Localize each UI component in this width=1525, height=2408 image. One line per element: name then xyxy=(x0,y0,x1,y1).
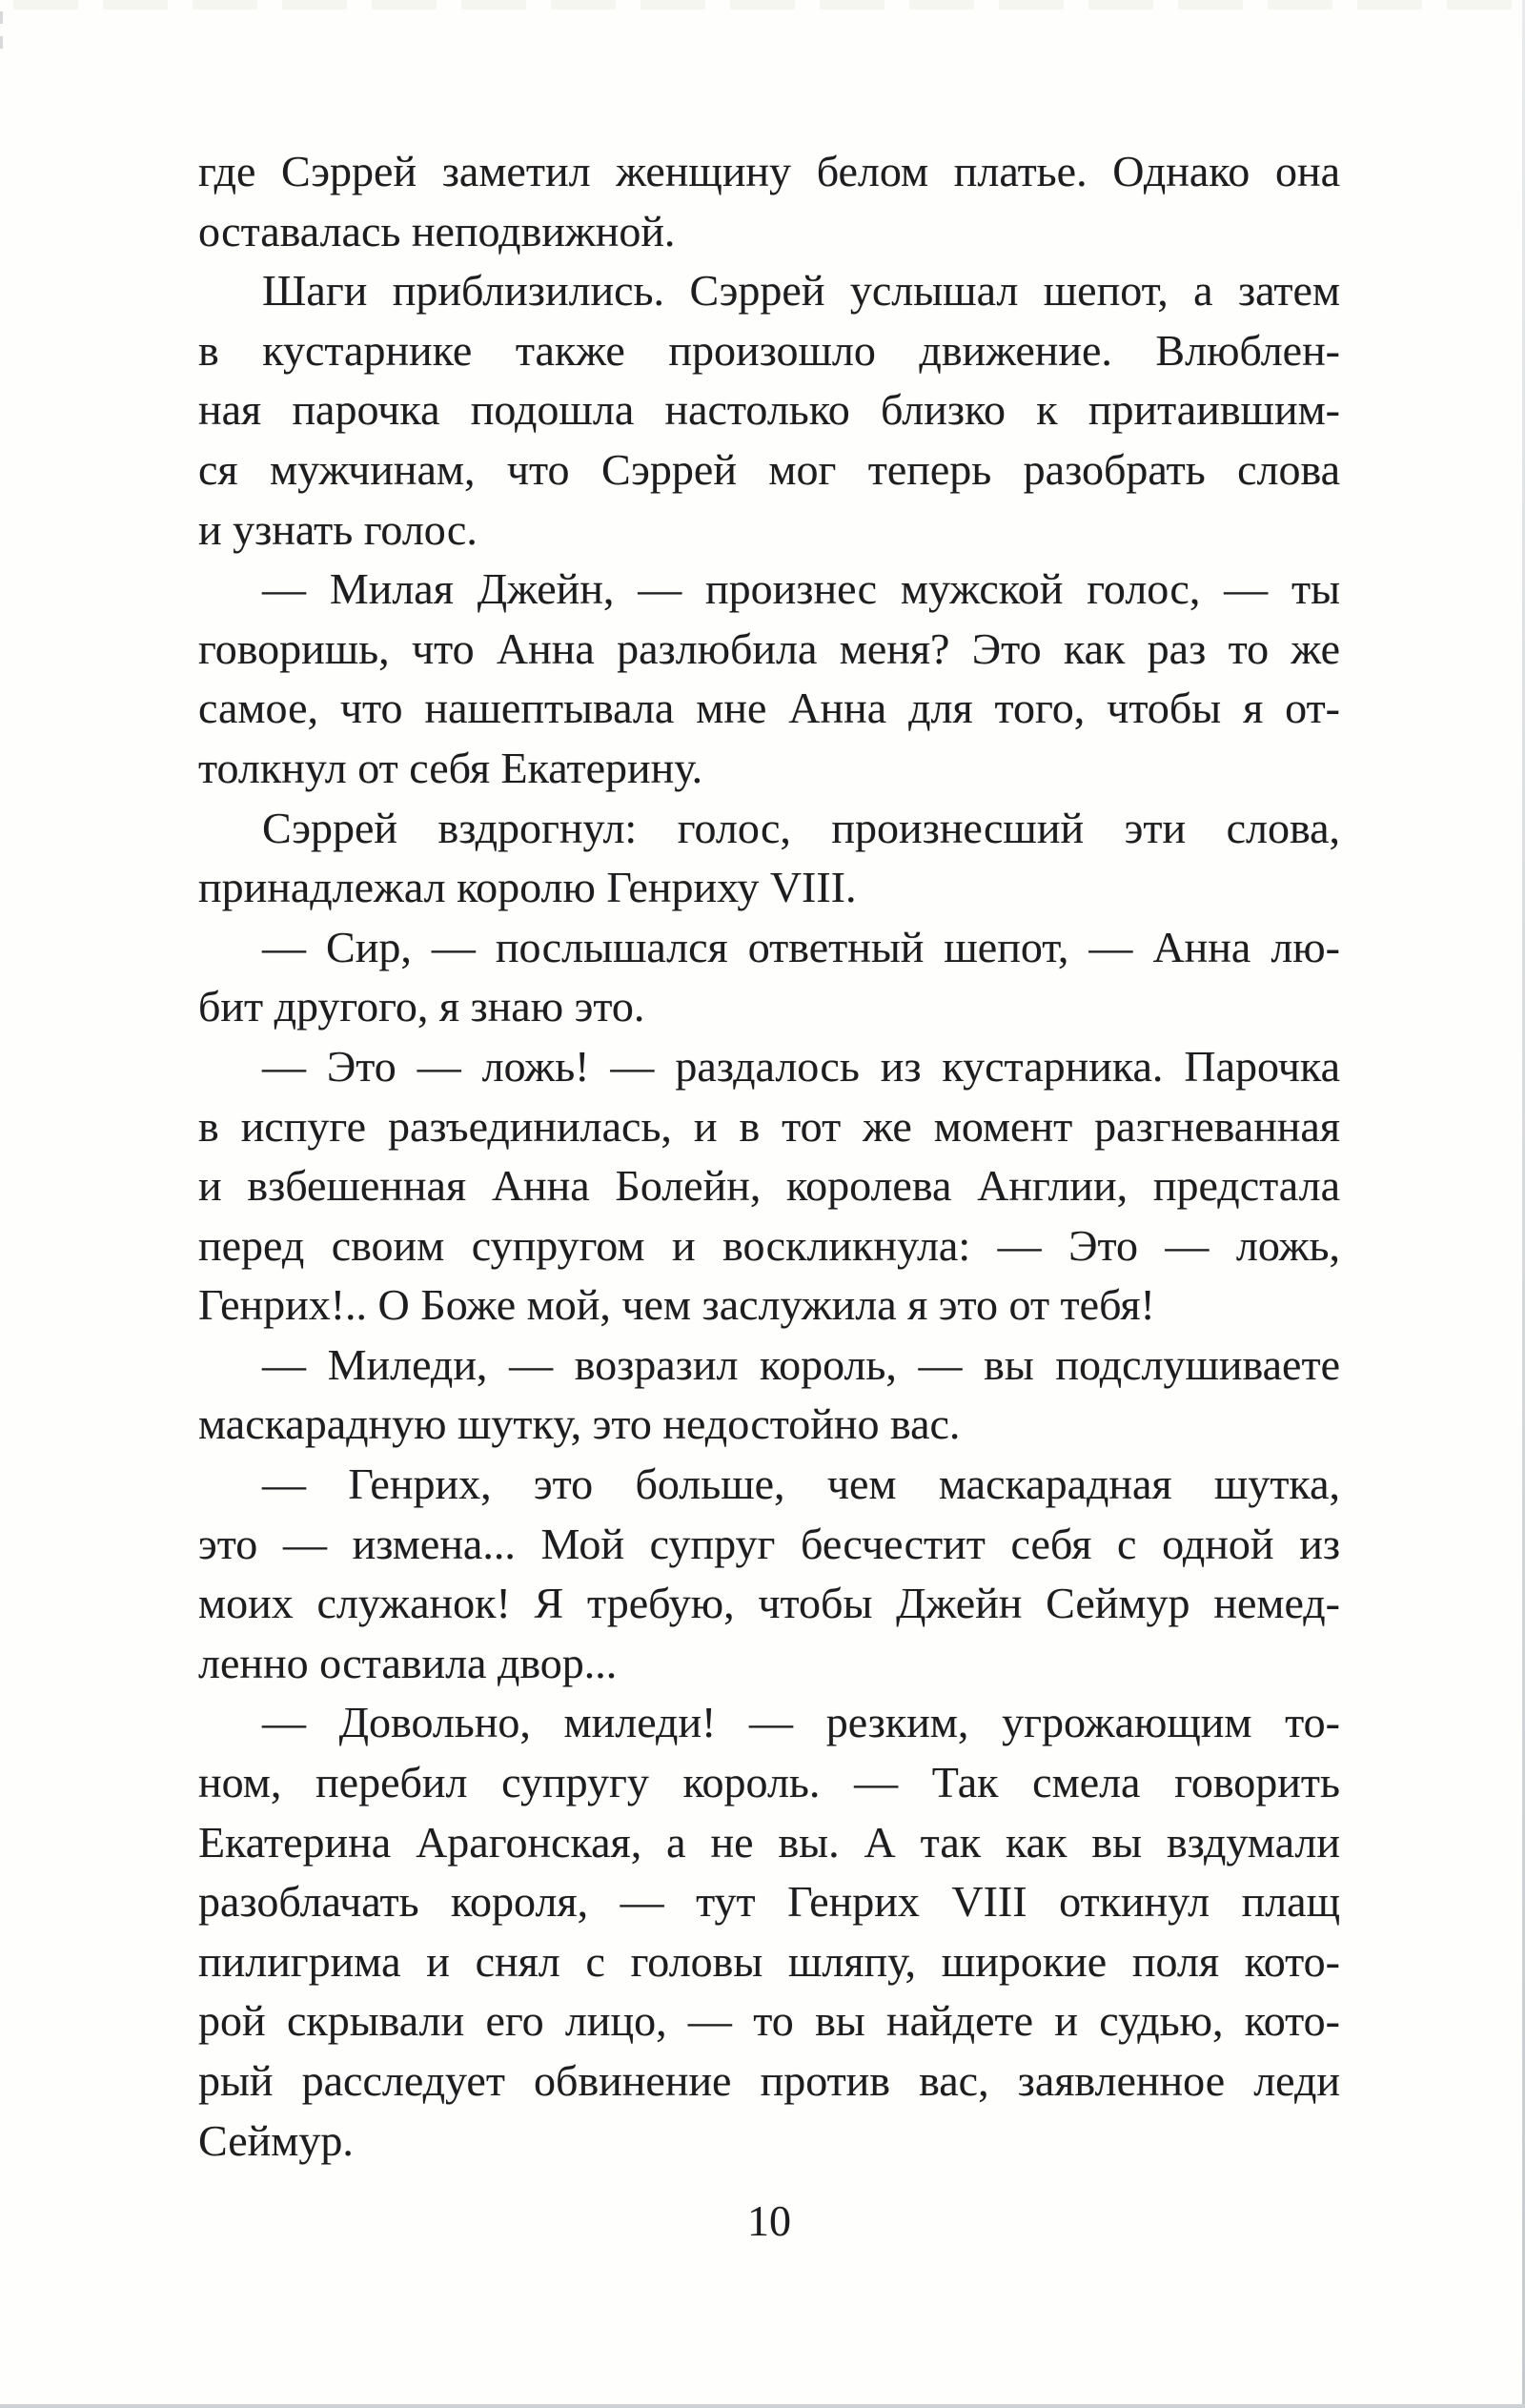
text-line: Шаги приблизились. Сэррей услышал шепот, а затем xyxy=(262,266,1340,316)
paragraph xyxy=(198,261,1340,560)
text-line: в кустарнике также произошло движение. Влюблен- xyxy=(198,325,1340,375)
paragraph xyxy=(198,1037,1340,1336)
text-line: Сеймур. xyxy=(198,2115,354,2165)
text-line: перед своим супругом и воскликнула: — Это — ложь, xyxy=(198,1220,1340,1270)
text-line: и узнать голос. xyxy=(198,504,478,554)
scan-artifact-top xyxy=(13,0,1515,10)
text-line: оставалась неподвижной. xyxy=(198,206,676,255)
text-line: говоришь, что Анна разлюбила меня? Это как раз то же xyxy=(198,623,1340,673)
text-line: маскарадную шутку, это недостойно вас. xyxy=(198,1399,961,1449)
text-line: разоблачать короля, — тут Генрих VIII откинул плащ xyxy=(198,1877,1340,1927)
text-line: Екатерина Арагонская, а не вы. А так как вы вздумали xyxy=(198,1817,1340,1867)
page-text-block xyxy=(198,142,1340,2171)
text-line: это — измена... Мой супруг бесчестит себя с одной из xyxy=(198,1519,1340,1568)
paragraph xyxy=(198,799,1340,918)
text-line: — Это — ложь! — раздалось из кустарника. Парочка xyxy=(262,1041,1340,1091)
text-line: толкнул от себя Екатерину. xyxy=(198,743,703,792)
paragraph xyxy=(198,1693,1340,2171)
paragraph xyxy=(198,560,1340,798)
text-line: — Миледи, — возразил король, — вы подслушиваете xyxy=(262,1339,1340,1389)
scan-artifact-bottom-edge xyxy=(0,2404,1525,2408)
text-line: ленно оставила двор... xyxy=(198,1638,618,1687)
page-number: 10 xyxy=(747,2196,791,2245)
text-line: ном, перебил супругу король. — Так смела говорить xyxy=(198,1758,1340,1807)
text-line: рой скрывали его лицо, — то вы найдете и судью, кото- xyxy=(198,1996,1340,2046)
text-line: где Сэррей заметил женщину белом платье. Однако она xyxy=(198,147,1340,195)
text-line: — Милая Джейн, — произнес мужской голос, — ты xyxy=(262,564,1340,614)
text-line: Генрих!.. О Боже мой, чем заслужила я это от тебя! xyxy=(198,1280,1155,1330)
paragraph xyxy=(198,1336,1340,1455)
text-line: бит другого, я знаю это. xyxy=(198,982,645,1031)
text-line: пилигрима и снял с головы шляпу, широкие поля кото- xyxy=(198,1936,1340,1986)
scan-speck xyxy=(0,36,3,49)
text-line: — Довольно, миледи! — резким, угрожающим то- xyxy=(262,1698,1340,1747)
text-line: — Сир, — послышался ответный шепот, — Анна лю- xyxy=(262,922,1340,971)
paragraph xyxy=(198,142,1340,261)
text-line: самое, что нашептывала мне Анна для того, чтобы я от- xyxy=(198,684,1340,733)
text-line: рый расследует обвинение против вас, заявленное леди xyxy=(198,2056,1340,2105)
text-line: ная парочка подошла настолько близко к притаившим- xyxy=(198,385,1340,435)
text-line: принадлежал королю Генриху VIII. xyxy=(198,863,857,912)
paragraph xyxy=(198,918,1340,1037)
text-line: ся мужчинам, что Сэррей мог теперь разобрать слова xyxy=(198,444,1340,494)
text-line: моих служанок! Я требую, чтобы Джейн Сеймур немед- xyxy=(198,1579,1340,1628)
text-line: и взбешенная Анна Болейн, королева Англии, предстала xyxy=(198,1161,1340,1211)
paragraph xyxy=(198,1455,1340,1693)
text-line: Сэррей вздрогнул: голос, произнесший эти слова, xyxy=(262,803,1340,852)
text-line: — Генрих, это больше, чем маскарадная шутка, xyxy=(262,1459,1340,1509)
text-line: в испуге разъединилась, и в тот же момент разгневанная xyxy=(198,1101,1340,1151)
scan-speck xyxy=(0,11,3,24)
